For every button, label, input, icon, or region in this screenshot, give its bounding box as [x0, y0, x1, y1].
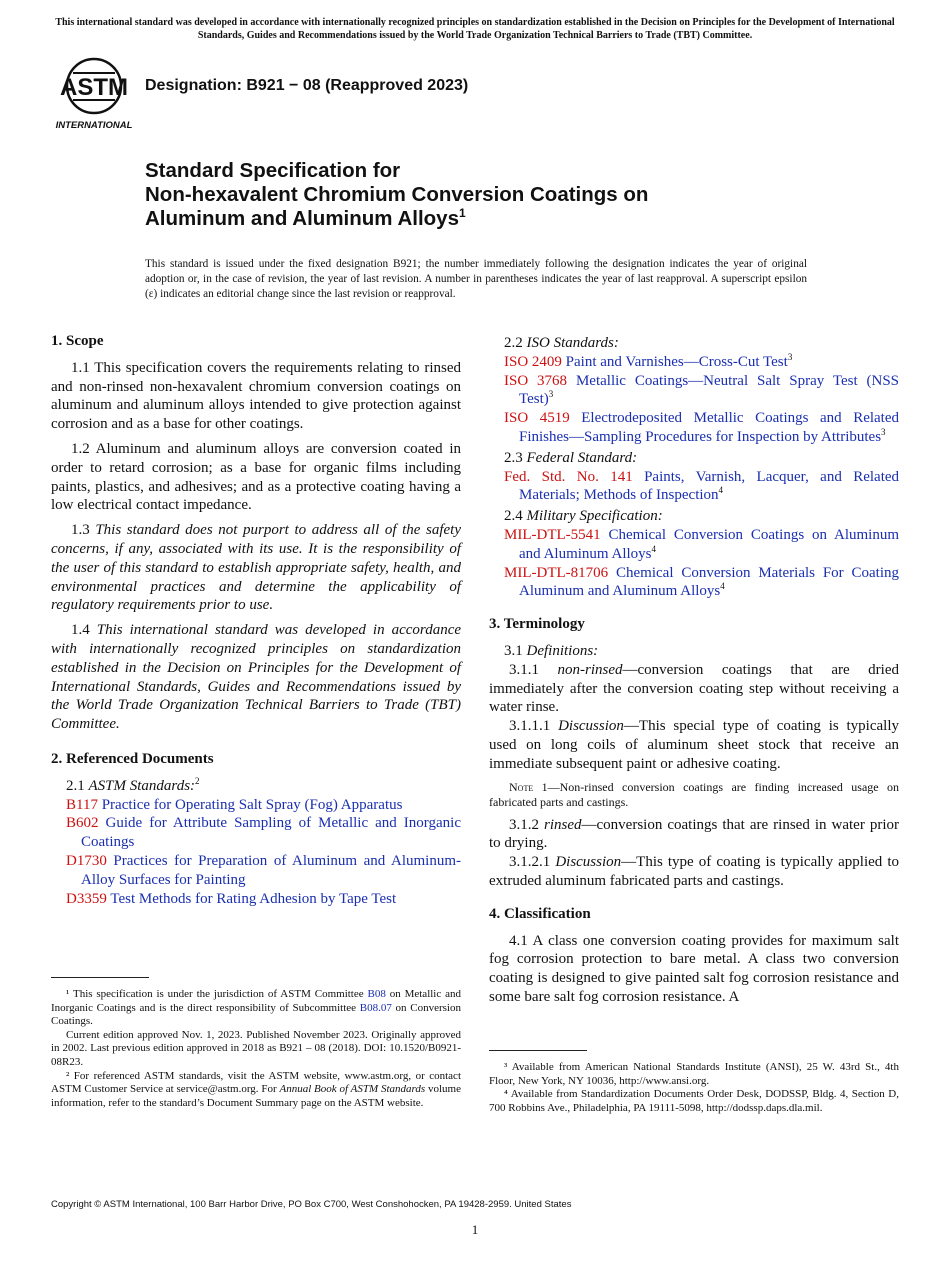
term-name: rinsed — [544, 816, 582, 833]
ref-title[interactable]: Chemical Conversion Materials For Coating Aluminum and Aluminum Alloys — [519, 564, 899, 600]
ref-sup: 3 — [787, 351, 793, 362]
ref-item[interactable] — [489, 409, 899, 447]
footnote-1-edition: Current edition approved Nov. 1, 2023. Published November 2023. Originally approved in 2002. Last previous edition approved in 2018 as B921 – 08 (2018). DOI: 10.1520/B0921-08R23. — [51, 1028, 461, 1068]
para-1-2: 1.2 Aluminum and aluminum alloys are conversion coated in order to retard corrosion; as a base for organic films including paints, plastics, and adhesives; and as a protective coating having a low electrical contact impedance. — [51, 440, 461, 514]
federal-standard-label — [489, 449, 899, 468]
defs-num: 3.1 — [504, 642, 523, 659]
astm-label-text: ASTM Standards: — [88, 777, 196, 794]
preface: This standard is issued under the fixed designation B921; the number immediately following the designation indicates the year of original adoption or, in the case of revision, the year of last revision. A number in parentheses indicates the year of last reapproval. A superscript epsilon (ε) indicates an editorial change since the last revision or reapproval. — [145, 258, 807, 300]
para-4-1: 4.1 A class one conversion coating provides for maximum salt fog corrosion protection to bare metal. A class two conversion coating is designed to give painted salt fog corrosion resistance and some bare salt fog corrosion resistance. A — [489, 932, 899, 1005]
ref-item[interactable] — [489, 526, 899, 564]
footnote-1-text: ¹ This specification is under the jurisdiction of ASTM Committee — [66, 988, 368, 1000]
committee-link[interactable]: B08 — [367, 988, 386, 1000]
footnote-4: ⁴ Available from Standardization Documents Order Desk, DODSSP, Bldg. 4, Section D, 700 Robbins Ave., Philadelphia, PA 19111-5098, http://dodssp.daps.dla.mil. — [489, 1088, 899, 1114]
ref-code[interactable]: ISO 2409 — [504, 353, 562, 370]
ref-code[interactable]: B602 — [66, 815, 99, 832]
ref-code[interactable]: ISO 3768 — [504, 372, 568, 389]
section-heading-scope: 1. Scope — [51, 333, 104, 349]
para-1-4 — [51, 621, 461, 734]
footnote-2-text-end: volume information, refer to the standard’s Document Summary page on the ASTM website. — [51, 1083, 461, 1109]
fed-label-num: 2.3 — [504, 449, 523, 466]
defs-text: Definitions: — [526, 642, 599, 659]
note-text: —Non-rinsed conversion coatings are finding increased usage on fabricated parts and castings. — [489, 779, 899, 809]
term-non-rinsed — [489, 661, 899, 717]
subcommittee-link[interactable]: B08.07 — [359, 1001, 392, 1014]
page-number: 1 — [471, 1222, 479, 1237]
footnote-2-text: ² For referenced ASTM standards, visit the ASTM website, www.astm.org, or contact ASTM Customer Service at service@astm.org. For — [51, 1069, 461, 1096]
footnote-1-text-mid: on Metallic and Inorganic Coatings and is the direct responsibility of Subcommittee — [51, 988, 461, 1014]
term-rinsed-discussion — [489, 853, 899, 891]
title-line-1: Standard Specification for — [145, 159, 401, 182]
fed-label-text: Federal Standard: — [526, 449, 638, 466]
ref-title[interactable]: Metallic Coatings—Neutral Salt Spray Test (NSS Test) — [519, 372, 900, 408]
section-heading-terminology: 3. Terminology — [489, 616, 585, 633]
iso-label-text: ISO Standards: — [526, 335, 619, 351]
ref-title[interactable]: Practices for Preparation of Aluminum and Aluminum-Alloy Surfaces for Painting — [81, 852, 461, 888]
discussion-num: 3.1.2.1 — [509, 854, 551, 871]
term-definition: —conversion coatings that are dried immediately after the conversion coating step without receiving a water rinse. — [489, 661, 899, 716]
astm-standards-label — [51, 777, 461, 796]
mil-label-num: 2.4 — [504, 508, 523, 525]
iso-label-num: 2.2 — [504, 335, 523, 351]
para-1-1: 1.1 This specification covers the requirements relating to rinsed and non-rinsed non-hexavalent chromium conversion coatings on aluminum and aluminum alloys intended to give protection against corrosion and as a base for other coatings. — [51, 359, 461, 433]
discussion-text: —This type of coating is typically applied to extruded aluminum fabricated parts and castings. — [489, 854, 899, 889]
top-notice: This international standard was developed in accordance with internationally recognized principles on standardization established in the Decision on Principles for the Development of International Standards, Guides and Recommendations issued by the World Trade Organization Technical Barriers to Trade (TBT) Committee. — [55, 17, 895, 41]
document-title — [145, 159, 648, 231]
para-1-4-num: 1.4 — [71, 622, 90, 639]
military-spec-label — [489, 507, 899, 526]
ref-title[interactable]: Test Methods for Rating Adhesion by Tape Test — [110, 890, 397, 907]
ref-sup: 4 — [651, 543, 657, 554]
section-heading-classification: 4. Classification — [489, 905, 591, 922]
discussion-label: Discussion — [555, 854, 622, 871]
footnotes-left — [51, 988, 461, 1110]
para-1-3-text: This standard does not purport to address all of the safety concerns, if any, associated with its use. It is the responsibility of the user of this standard to establish appropriate safety, health, and environmental practices and determine the applicability of regulatory requirements prior to use. — [51, 522, 462, 614]
discussion-label: Discussion — [558, 718, 624, 735]
term-num: 3.1.1 — [509, 661, 539, 678]
ref-code[interactable]: ISO 4519 — [504, 410, 570, 427]
footnotes-right — [489, 1061, 899, 1115]
footnote-1-text-end: on Conversion Coatings. — [51, 1001, 461, 1028]
ref-code[interactable]: MIL-DTL-81706 — [504, 564, 609, 581]
ref-code[interactable]: D3359 — [66, 890, 107, 907]
ref-item[interactable] — [489, 564, 899, 602]
ref-item[interactable] — [51, 890, 461, 909]
designation: Designation: B921 − 08 (Reapproved 2023) — [145, 77, 469, 94]
title-line-3-text: Aluminum and Aluminum Alloys — [145, 207, 459, 230]
ref-sup: 3 — [881, 426, 886, 437]
astm-label-num: 2.1 — [66, 777, 85, 794]
ref-title[interactable]: Paints, Varnish, Lacquer, and Related Materials; Methods of Inspection — [519, 468, 900, 504]
footnote-3: ³ Available from American National Standards Institute (ANSI), 25 W. 43rd St., 4th Floor, New York, NY 10036, http://www.ansi.org. — [489, 1061, 899, 1087]
logo-letters: ASTM — [60, 74, 128, 101]
ref-item[interactable] — [489, 372, 899, 410]
left-column — [51, 332, 461, 908]
ref-item[interactable] — [51, 852, 461, 890]
ref-code[interactable]: MIL-DTL-5541 — [504, 526, 601, 543]
title-footnote-mark: 1 — [458, 206, 466, 221]
note-label: Note 1 — [509, 779, 548, 794]
ref-title[interactable]: Paint and Varnishes—Cross-Cut Test — [565, 353, 788, 370]
astm-logo — [53, 56, 135, 132]
ref-code[interactable]: B117 — [66, 796, 98, 813]
ref-item[interactable] — [489, 353, 899, 372]
footnote-rule-right — [489, 1050, 587, 1051]
mil-label-text: Military Specification: — [526, 508, 663, 525]
ref-title[interactable]: Chemical Conversion Coatings on Aluminum and Aluminum Alloys — [519, 526, 900, 562]
ref-item[interactable] — [489, 468, 899, 506]
note-1 — [489, 780, 899, 810]
astm-label-sup: 2 — [195, 775, 200, 786]
ref-code[interactable]: Fed. Std. No. 141 — [504, 468, 633, 485]
ref-title[interactable]: Guide for Attribute Sampling of Metallic and Inorganic Coatings — [81, 815, 461, 851]
ref-item[interactable] — [51, 796, 461, 815]
title-line-3 — [145, 207, 648, 231]
term-non-rinsed-discussion — [489, 717, 899, 773]
copyright: Copyright © ASTM International, 100 Barr Harbor Drive, PO Box C700, West Conshohocken, PA 19428-2959. United States — [51, 1199, 572, 1210]
term-rinsed — [489, 816, 899, 854]
section-heading-referenced: 2. Referenced Documents — [51, 750, 214, 767]
term-name: non-rinsed — [557, 661, 623, 678]
para-1-4-text: This international standard was developed in accordance with internationally recognized principles on standardization established in the Decision on Principles for the Development of International Standards, Guides and Recommendations issued by the World Trade Organization Technical Barriers to Trade (TBT) Committee. — [51, 622, 462, 733]
ref-title[interactable]: Electrodeposited Metallic Coatings and Related Finishes—Sampling Procedures for Inspection by Attributes — [519, 410, 900, 445]
logo-org: INTERNATIONAL — [55, 120, 133, 131]
footnote-1 — [51, 988, 461, 1029]
footnote-2-ital: Annual Book of ASTM Standards — [279, 1083, 426, 1096]
term-num: 3.1.2 — [509, 816, 539, 833]
footnote-rule-left — [51, 977, 149, 978]
ref-code[interactable]: D1730 — [66, 852, 107, 869]
definitions-label — [489, 642, 899, 661]
ref-sup: 3 — [548, 389, 554, 400]
ref-title[interactable]: Practice for Operating Salt Spray (Fog) Apparatus — [101, 796, 403, 813]
iso-standards-label — [489, 334, 899, 353]
discussion-text: —This special type of coating is typically used on long coils of aluminum sheet stock that receive an immediate subsequent paint or adhesive coating. — [489, 718, 900, 772]
title-line-2: Non-hexavalent Chromium Conversion Coatings on — [145, 183, 649, 206]
term-definition: —conversion coatings that are rinsed in water prior to drying. — [489, 816, 899, 852]
para-1-3 — [51, 521, 461, 615]
ref-sup: 4 — [720, 581, 725, 592]
ref-item[interactable] — [51, 814, 461, 852]
ref-sup: 4 — [718, 485, 724, 496]
para-1-3-num: 1.3 — [71, 522, 90, 539]
right-column — [489, 332, 899, 1013]
footnote-2 — [51, 1070, 461, 1111]
discussion-num: 3.1.1.1 — [509, 718, 551, 735]
